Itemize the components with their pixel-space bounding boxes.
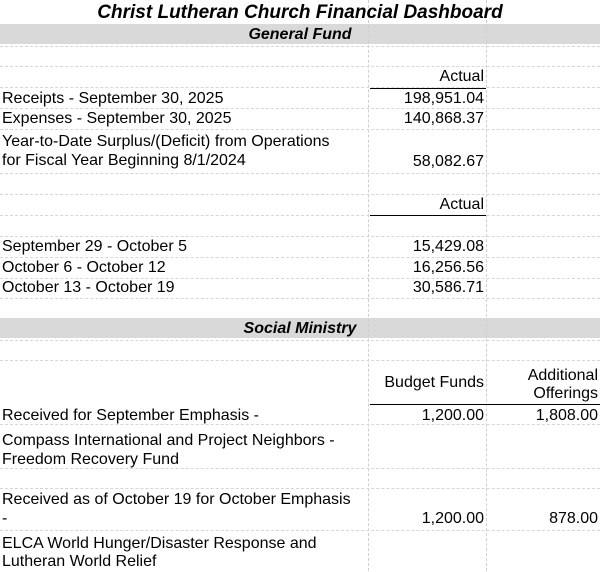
gridline-horizontal	[0, 340, 600, 341]
september-emphasis-desc-line2: Freedom Recovery Fund	[2, 451, 179, 468]
september-emphasis-label: Received for September Emphasis -	[2, 407, 259, 424]
surplus-label-line2: for Fiscal Year Beginning 8/1/2024	[2, 152, 246, 169]
gridline-vertical	[486, 0, 487, 571]
gridline-horizontal	[0, 173, 600, 174]
actual-column-header: Actual	[439, 196, 484, 213]
surplus-value: 58,082.67	[412, 153, 484, 170]
header-underline	[370, 215, 486, 216]
gridline-vertical	[368, 0, 369, 571]
gridline-horizontal	[0, 530, 600, 531]
september-additional-value: 1,808.00	[535, 407, 598, 424]
receipts-label: Receipts - September 30, 2025	[2, 90, 224, 107]
social-ministry-heading: Social Ministry	[243, 320, 357, 337]
week-label: October 13 - October 19	[2, 279, 175, 296]
week-value: 15,429.08	[412, 238, 484, 255]
gridline-horizontal	[0, 87, 600, 88]
gridline-horizontal	[0, 66, 600, 67]
expenses-value: 140,868.37	[403, 110, 484, 127]
receipts-value: 198,951.04	[403, 90, 484, 107]
additional-offerings-header-line2: Offerings	[533, 385, 598, 402]
gridline-horizontal	[0, 129, 600, 130]
september-emphasis-desc-line1: Compass International and Project Neighbors -	[2, 432, 335, 449]
october-additional-value: 878.00	[549, 510, 598, 527]
dashboard-title: Christ Lutheran Church Financial Dashboard	[97, 2, 503, 23]
september-budget-value: 1,200.00	[421, 407, 484, 424]
week-label: September 29 - October 5	[2, 238, 187, 255]
expenses-label: Expenses - September 30, 2025	[2, 110, 232, 127]
gridline-horizontal	[0, 46, 600, 47]
gridline-horizontal	[0, 488, 600, 489]
week-value: 30,586.71	[412, 279, 484, 296]
week-label: October 6 - October 12	[2, 259, 166, 276]
october-budget-value: 1,200.00	[421, 510, 484, 527]
gridline-horizontal	[0, 215, 600, 216]
october-emphasis-desc-line1: ELCA World Hunger/Disaster Response and	[2, 535, 317, 552]
october-emphasis-label-line1: Received as of October 19 for October Emphasis	[2, 491, 351, 508]
surplus-label-line1: Year-to-Date Surplus/(Deficit) from Operations	[2, 133, 330, 150]
header-underline	[370, 404, 600, 405]
additional-offerings-header-line1: Additional	[527, 367, 598, 384]
october-emphasis-label-line2: -	[2, 510, 8, 527]
gridline-horizontal	[0, 194, 600, 195]
week-value: 16,256.56	[412, 259, 484, 276]
gridline-horizontal	[0, 298, 600, 299]
actual-column-header: Actual	[439, 68, 484, 85]
general-fund-heading: General Fund	[248, 26, 352, 43]
october-emphasis-desc-line2: Lutheran World Relief	[2, 553, 157, 570]
budget-funds-header: Budget Funds	[384, 374, 484, 391]
gridline-horizontal	[0, 360, 600, 361]
